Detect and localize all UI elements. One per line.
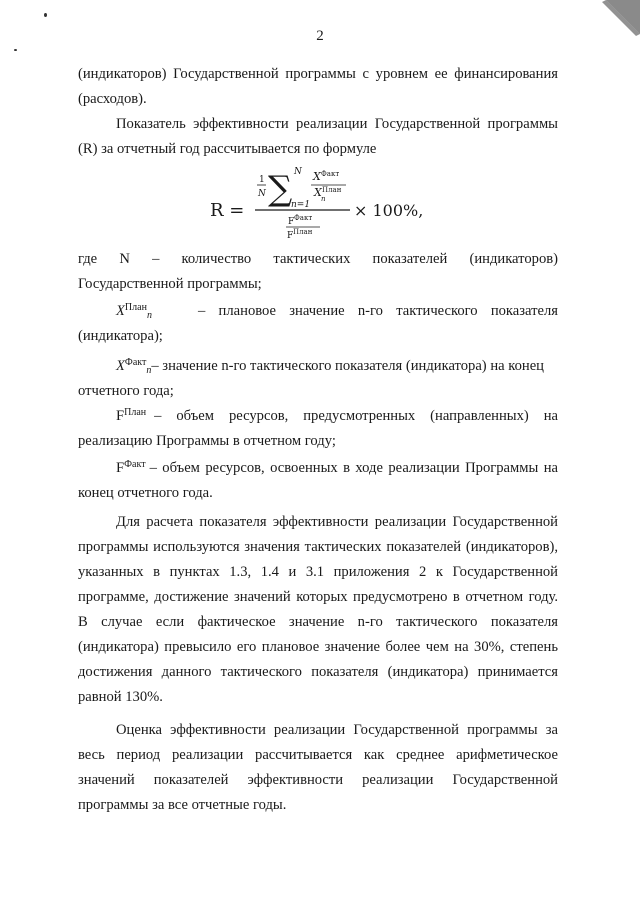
text-line: [78, 404, 558, 429]
text-line: весь период реализации рассчитывается как среднее арифметическое: [78, 747, 558, 763]
text-line: достижения данного тактического показателя (индикатора) принимается: [78, 664, 558, 680]
text-line: программе, достижение значений которых предусмотрено в отчетном году.: [78, 589, 558, 605]
text-line: (R) за отчетный год рассчитывается по формуле: [78, 141, 377, 157]
x-plan-desc: – плановое значение n-го тактического показателя: [198, 303, 558, 319]
f-fact-symbol: F: [288, 217, 295, 227]
sum-lower-limit: n=1: [291, 200, 311, 210]
definition-n: [78, 247, 558, 297]
text-line: программы за все отчетные годы.: [78, 797, 287, 813]
text-line: равной 130%.: [78, 689, 163, 705]
text-line: [78, 299, 558, 324]
definition-f-fact: [78, 456, 558, 506]
scan-speck: [44, 13, 47, 17]
text-line: [78, 354, 558, 379]
page-number: 2: [316, 28, 324, 44]
f-plan-sup: План: [293, 228, 313, 236]
text-line: В случае если фактическое значение n-го тактического показателя: [78, 614, 558, 630]
x-plan-term: $X^{План}_n$: [116, 302, 152, 321]
x-fact-desc: – значение n-го тактического показателя (индикатора) на конец: [151, 358, 544, 374]
text-line: где N – количество тактических показателей (индикаторов): [78, 251, 558, 267]
formula-lhs: R =: [210, 200, 245, 221]
definition-x-fact: [78, 354, 558, 404]
text-line: (расходов).: [78, 91, 147, 107]
scan-speck: [14, 49, 17, 51]
text-line: указанных в пунктах 1.3, 1.4 и 3.1 приложения 2 к Государственной: [78, 564, 558, 580]
x-fact-symbol: X: [313, 170, 321, 183]
x-fact-sup: Факт: [321, 170, 340, 178]
text-line: (индикатора);: [78, 328, 163, 344]
x-fact-term: $X^{Факт}_n$: [116, 357, 152, 376]
text-line: Государственной программы;: [78, 276, 262, 292]
text-line: [78, 456, 558, 481]
text-line: отчетного года;: [78, 383, 174, 399]
definition-f-plan: [78, 404, 558, 454]
text-line: (индикатора) превысило его плановое значение более чем на 30%, степень: [78, 639, 558, 655]
formula-multiplier: × 100%,: [354, 201, 424, 220]
text-line: Для расчета показателя эффективности реализации Государственной: [116, 514, 558, 530]
coef-denominator: N: [258, 189, 266, 199]
x-plan-sup: План: [322, 186, 342, 194]
f-fact-desc: – объем ресурсов, освоенных в ходе реализации Программы на: [149, 460, 558, 476]
text-line: реализацию Программы в отчетном году;: [78, 433, 336, 449]
paragraph-3: [78, 510, 558, 710]
f-plan-term: $F^{План}$: [116, 407, 147, 424]
sum-upper-limit: N: [294, 167, 302, 177]
efficiency-formula: [210, 166, 470, 244]
paragraph-2: [78, 112, 558, 162]
x-plan-sub: n: [321, 195, 326, 203]
x-plan-symbol: X: [314, 186, 322, 199]
paragraph-4: [78, 718, 558, 818]
text-line: значений показателей эффективности реализации Государственной: [78, 772, 558, 788]
text-line: (индикаторов) Государственной программы с уровнем ее финансирования: [78, 66, 558, 82]
f-plan-symbol: F: [287, 231, 294, 241]
coef-numerator: 1: [259, 175, 265, 185]
sum-sign: ∑: [268, 169, 293, 209]
paragraph-1: [78, 62, 558, 112]
text-line: Оценка эффективности реализации Государственной программы за: [116, 722, 558, 738]
f-fact-sup: Факт: [294, 214, 313, 222]
f-plan-desc: – объем ресурсов, предусмотренных (направленных) на: [154, 408, 558, 424]
text-line: программы используются значения тактических показателей (индикаторов),: [78, 539, 558, 555]
definition-x-plan: [78, 299, 558, 349]
text-line: конец отчетного года.: [78, 485, 213, 501]
text-line: Показатель эффективности реализации Государственной программы: [116, 116, 558, 132]
f-fact-term: $F^{Факт}$: [116, 459, 146, 476]
